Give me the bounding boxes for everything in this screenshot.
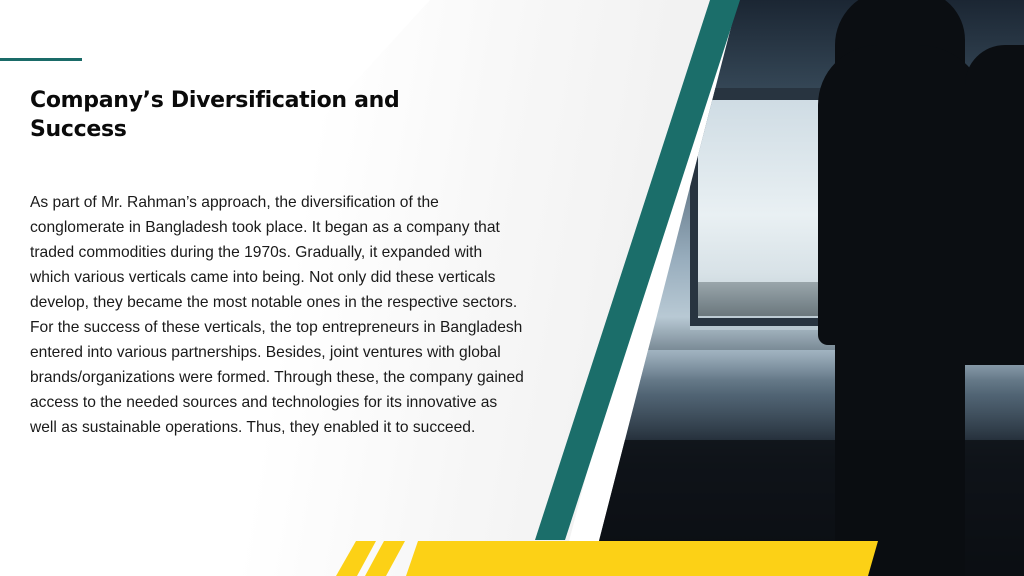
body-paragraph-2: For the success of these verticals, the top entrepreneurs in Bangladesh entered into various partnerships. Besides, joint ventures with global brands/organizations were formed. Through these, the company gained access to the needed sources and technologies for its innovative as well as sustainable operations. Thus, they enabled it to succeed. (30, 319, 524, 436)
slide-body (30, 190, 525, 440)
person-silhouette-shoulder (818, 45, 988, 345)
person-silhouette-right (965, 45, 1024, 365)
body-paragraph-1: As part of Mr. Rahman’s approach, the diversification of the conglomerate in Bangladesh took place. It began as a company that traded commodities during the 1970s. Gradually, it expanded with which various verticals came into being. Not only did these verticals develop, they became the most notable ones in the respective sectors. (30, 194, 518, 311)
slide-title: Company’s Diversification and Success (30, 88, 400, 142)
accent-line (0, 58, 82, 61)
